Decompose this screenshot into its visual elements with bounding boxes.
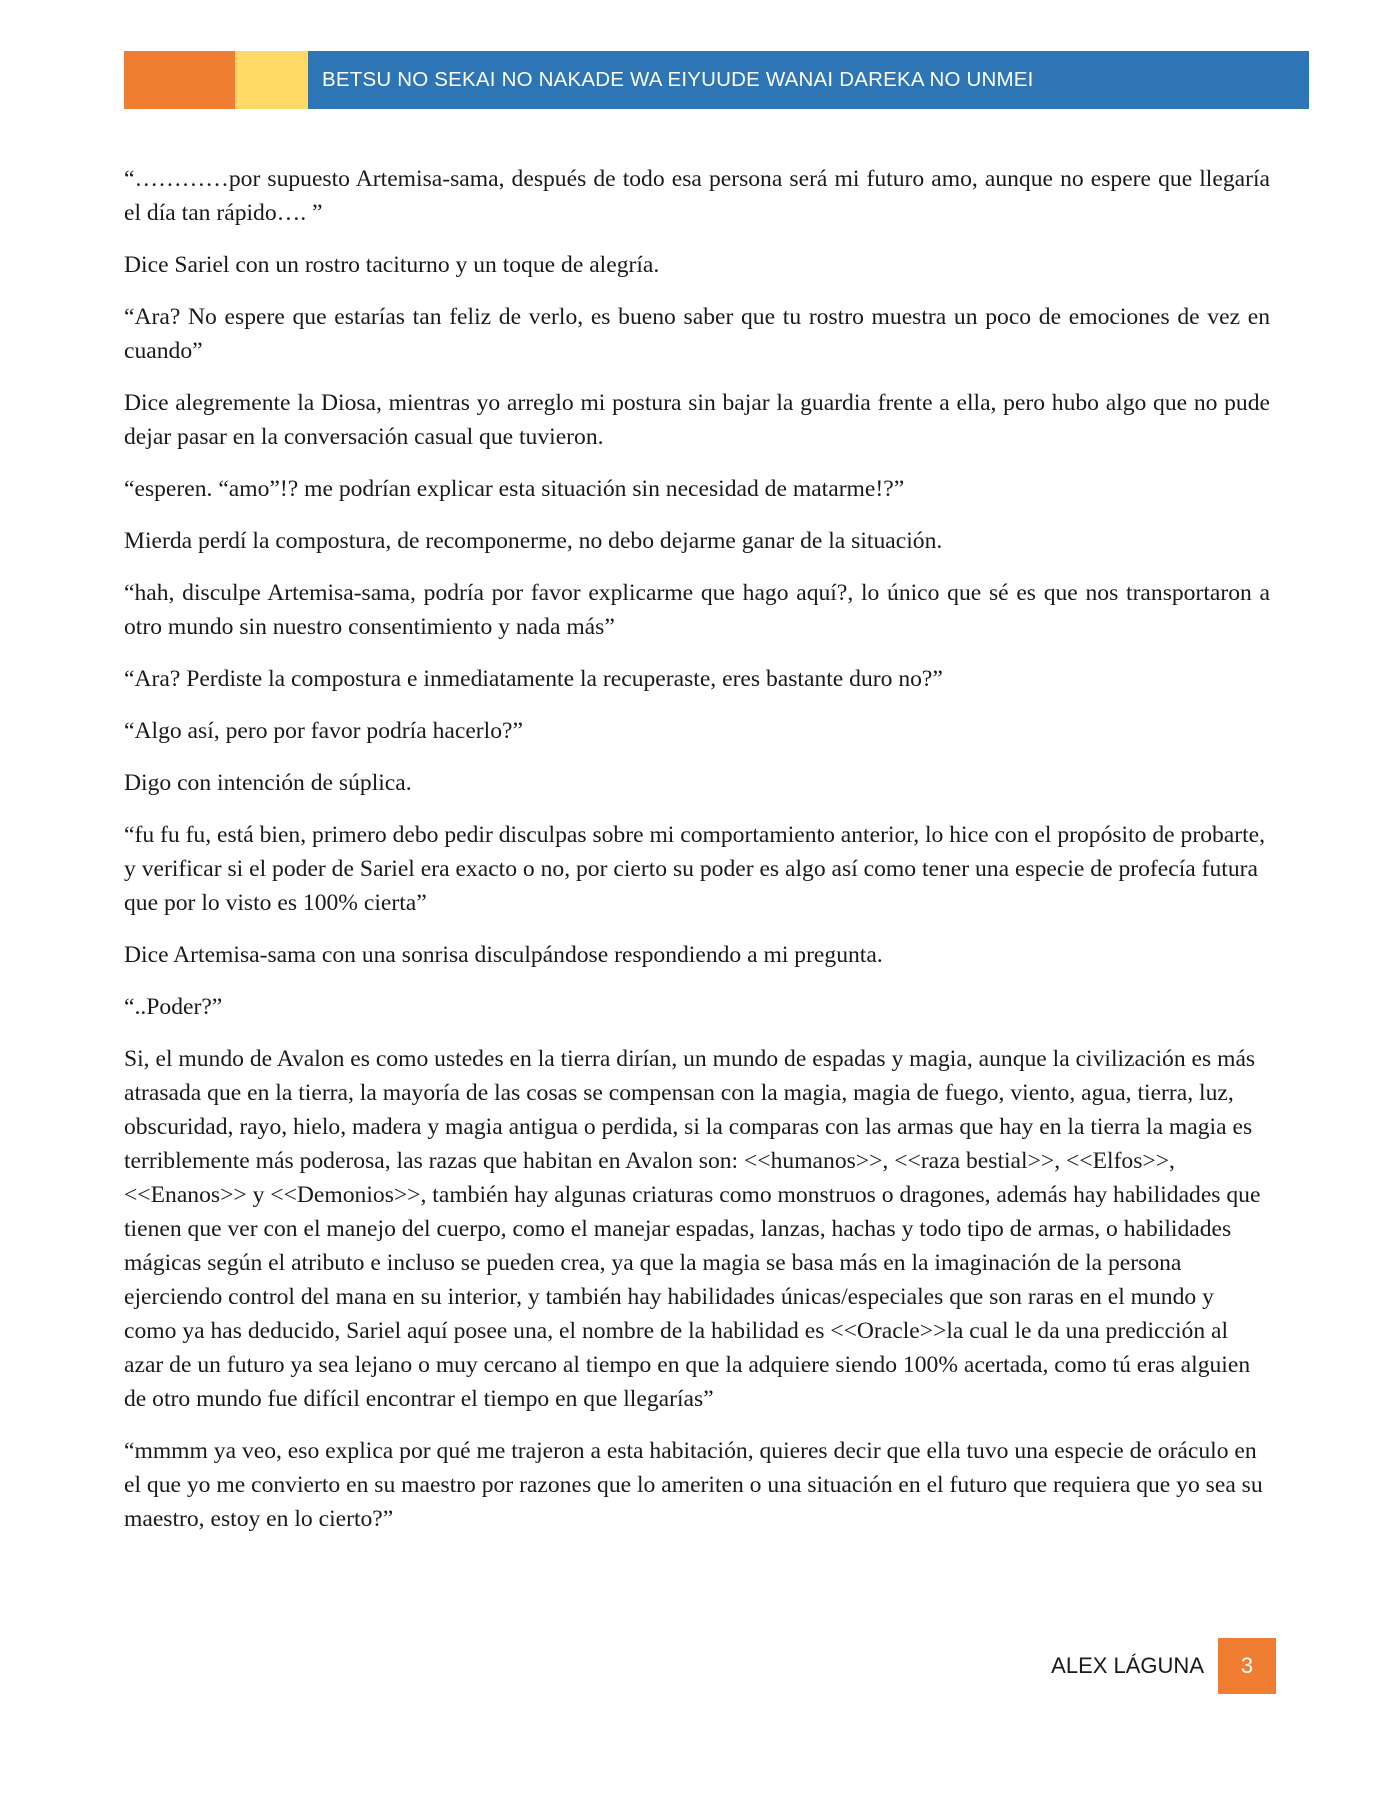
paragraph: “…………por supuesto Artemisa-sama, después de todo esa persona será mi futuro amo, aunque no espere que llegaría el día tan rápido…. ” <box>124 166 1270 226</box>
paragraph: “Ara? No espere que estarías tan feliz de verlo, es bueno saber que tu rostro muestra un poco de emociones de vez en cuando” <box>124 304 1270 364</box>
paragraph: Mierda perdí la compostura, de recomponerme, no debo dejarme ganar de la situación. <box>124 528 943 554</box>
author-name: ALEX LÁGUNA <box>1051 1653 1204 1678</box>
paragraph: Si, el mundo de Avalon es como ustedes en la tierra dirían, un mundo de espadas y magia, aunque la civilización es más atrasada que en la tierra, la mayoría de las cosas se compensan con la magia, magia de fuego, viento, agua, tierra, luz, obscuridad, rayo, hielo, madera y magia antigua o perdida, si la comparas con las armas que hay en la tierra la magia es terriblemente más poderosa, las razas que habitan en Avalon son: <<humanos>>, <<raza bestial>>, <<Elfos>>, <<Enanos>> y <<Demonios>>, también hay algunas criaturas como monstruos o dragones, además hay habilidades que tienen que ver con el manejo del cuerpo, como el manejar espadas, lanzas, hachas y todo tipo de armas, o habilidades mágicas según el atributo e incluso se pueden crea, ya que la magia se basa más en la imaginación de la persona ejerciendo control del mana en su interior, y también hay habilidades únicas/especiales que son raras en el mundo y como ya has deducido, Sariel aquí posee una, el nombre de la habilidad es <<Oracle>>la cual le da una predicción al azar de un futuro ya sea lejano o muy cercano al tiempo en que la adquiere siendo 100% acertada, como tú eras alguien de otro mundo fue difícil encontrar el tiempo en que llegarías” <box>124 1046 1261 1412</box>
paragraph: “hah, disculpe Artemisa-sama, podría por favor explicarme que hago aquí?, lo único que sé es que nos transportaron a otro mundo sin nuestro consentimiento y nada más” <box>124 580 1270 640</box>
paragraph: Digo con intención de súplica. <box>124 770 412 796</box>
paragraph: Dice alegremente la Diosa, mientras yo arreglo mi postura sin bajar la guardia frente a ella, pero hubo algo que no pude dejar pasar en la conversación casual que tuvieron. <box>124 390 1270 450</box>
page-number: 3 <box>1218 1638 1276 1694</box>
page-footer <box>1051 1638 1276 1694</box>
paragraph: “esperen. “amo”!? me podrían explicar esta situación sin necesidad de matarme!?” <box>124 476 905 502</box>
header-title: BETSU NO SEKAI NO NAKADE WA EIYUUDE WANAI DAREKA NO UNMEI <box>308 51 1309 109</box>
paragraph: “mmmm ya veo, eso explica por qué me trajeron a esta habitación, quieres decir que ella tuvo una especie de oráculo en el que yo me convierto en su maestro por razones que lo ameriten o una situación en el futuro que requiera que yo sea su maestro, estoy en lo cierto?” <box>124 1438 1263 1532</box>
paragraph: Dice Sariel con un rostro taciturno y un toque de alegría. <box>124 252 660 278</box>
paragraph: “Algo así, pero por favor podría hacerlo?” <box>124 718 523 744</box>
header-yellow-block <box>235 51 308 109</box>
header-orange-block <box>124 51 235 109</box>
document-body <box>124 162 1270 1554</box>
page-header <box>124 51 1309 109</box>
paragraph: “..Poder?” <box>124 994 223 1020</box>
paragraph: Dice Artemisa-sama con una sonrisa disculpándose respondiendo a mi pregunta. <box>124 942 883 968</box>
paragraph: “fu fu fu, está bien, primero debo pedir disculpas sobre mi comportamiento anterior, lo hice con el propósito de probarte, y verificar si el poder de Sariel era exacto o no, por cierto su poder es algo así como tener una especie de profecía futura que por lo visto es 100% cierta” <box>124 822 1266 916</box>
paragraph: “Ara? Perdiste la compostura e inmediatamente la recuperaste, eres bastante duro no?” <box>124 666 943 692</box>
